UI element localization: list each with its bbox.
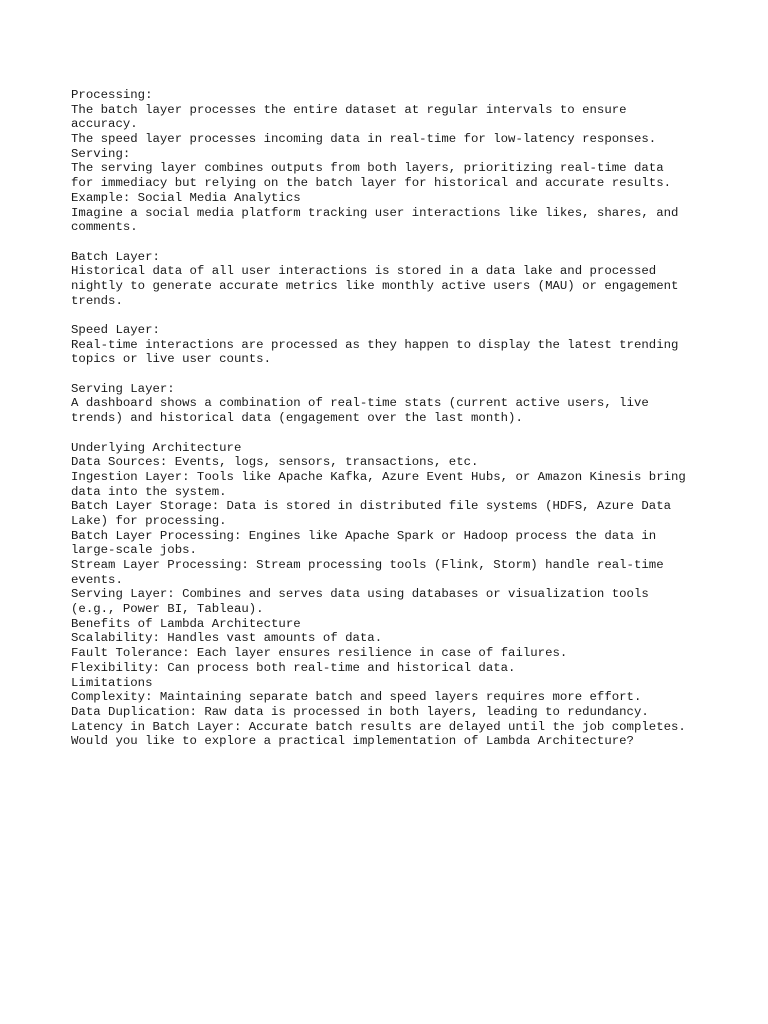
text-line: Batch Layer Storage: Data is stored in distributed file systems (HDFS, Azure Data xyxy=(71,499,672,514)
text-line: Latency in Batch Layer: Accurate batch results are delayed until the job completes. xyxy=(71,719,686,734)
text-line: trends. xyxy=(71,293,123,308)
text-line: The batch layer processes the entire dataset at regular intervals to ensure xyxy=(71,102,627,117)
text-line: Historical data of all user interactions is stored in a data lake and processed xyxy=(71,264,657,279)
text-line: Serving Layer: Combines and serves data using databases or visualization tools xyxy=(71,587,649,602)
text-line: Processing: xyxy=(71,88,153,102)
text-line: Imagine a social media platform tracking user interactions like likes, shares, and xyxy=(71,205,679,220)
text-line: Data Sources: Events, logs, sensors, transactions, etc. xyxy=(71,455,479,470)
text-line: Data Duplication: Raw data is processed in both layers, leading to redundancy. xyxy=(71,704,649,719)
text-line: Fault Tolerance: Each layer ensures resilience in case of failures. xyxy=(71,646,568,661)
text-line: events. xyxy=(71,572,123,587)
text-line: Flexibility: Can process both real-time and historical data. xyxy=(71,660,516,675)
text-line: Batch Layer: xyxy=(71,249,160,264)
text-line: data into the system. xyxy=(71,484,227,499)
text-line: large-scale jobs. xyxy=(71,543,197,558)
text-line: Limitations xyxy=(71,675,153,690)
document-page xyxy=(71,88,731,749)
blank-line xyxy=(71,235,731,250)
text-line: Lake) for processing. xyxy=(71,513,227,528)
text-line: The serving layer combines outputs from both layers, prioritizing real-time data xyxy=(71,161,664,176)
text-line: for immediacy but relying on the batch layer for historical and accurate results. xyxy=(71,176,672,191)
text-line: accuracy. xyxy=(71,117,138,132)
text-line: Scalability: Handles vast amounts of data. xyxy=(71,631,383,646)
text-line: Serving Layer: xyxy=(71,381,175,396)
text-line: Underlying Architecture xyxy=(71,440,242,455)
text-line: The speed layer processes incoming data in real-time for low-latency responses. xyxy=(71,132,657,147)
text-line: Ingestion Layer: Tools like Apache Kafka, Azure Event Hubs, or Amazon Kinesis bring xyxy=(71,469,686,484)
blank-line xyxy=(71,367,731,382)
text-line: Would you like to explore a practical implementation of Lambda Architecture? xyxy=(71,734,634,749)
text-line: Batch Layer Processing: Engines like Apache Spark or Hadoop process the data in xyxy=(71,528,657,543)
text-line: Real-time interactions are processed as they happen to display the latest trending xyxy=(71,337,679,352)
text-line: Complexity: Maintaining separate batch and speed layers requires more effort. xyxy=(71,690,642,705)
blank-line xyxy=(71,308,731,323)
blank-line xyxy=(71,426,731,441)
text-line: Benefits of Lambda Architecture xyxy=(71,616,301,631)
text-line: Stream Layer Processing: Stream processing tools (Flink, Storm) handle real-time xyxy=(71,558,664,572)
text-line: nightly to generate accurate metrics like monthly active users (MAU) or engagement xyxy=(71,278,679,293)
text-line: (e.g., Power BI, Tableau). xyxy=(71,602,264,617)
text-line: Serving: xyxy=(71,146,131,161)
text-line: A dashboard shows a combination of real-time stats (current active users, live xyxy=(71,396,649,411)
text-line: topics or live user counts. xyxy=(71,352,272,367)
text-line: trends) and historical data (engagement over the last month). xyxy=(71,411,523,426)
text-line: comments. xyxy=(71,220,138,235)
text-line: Example: Social Media Analytics xyxy=(71,190,301,205)
text-line: Speed Layer: xyxy=(71,323,160,337)
